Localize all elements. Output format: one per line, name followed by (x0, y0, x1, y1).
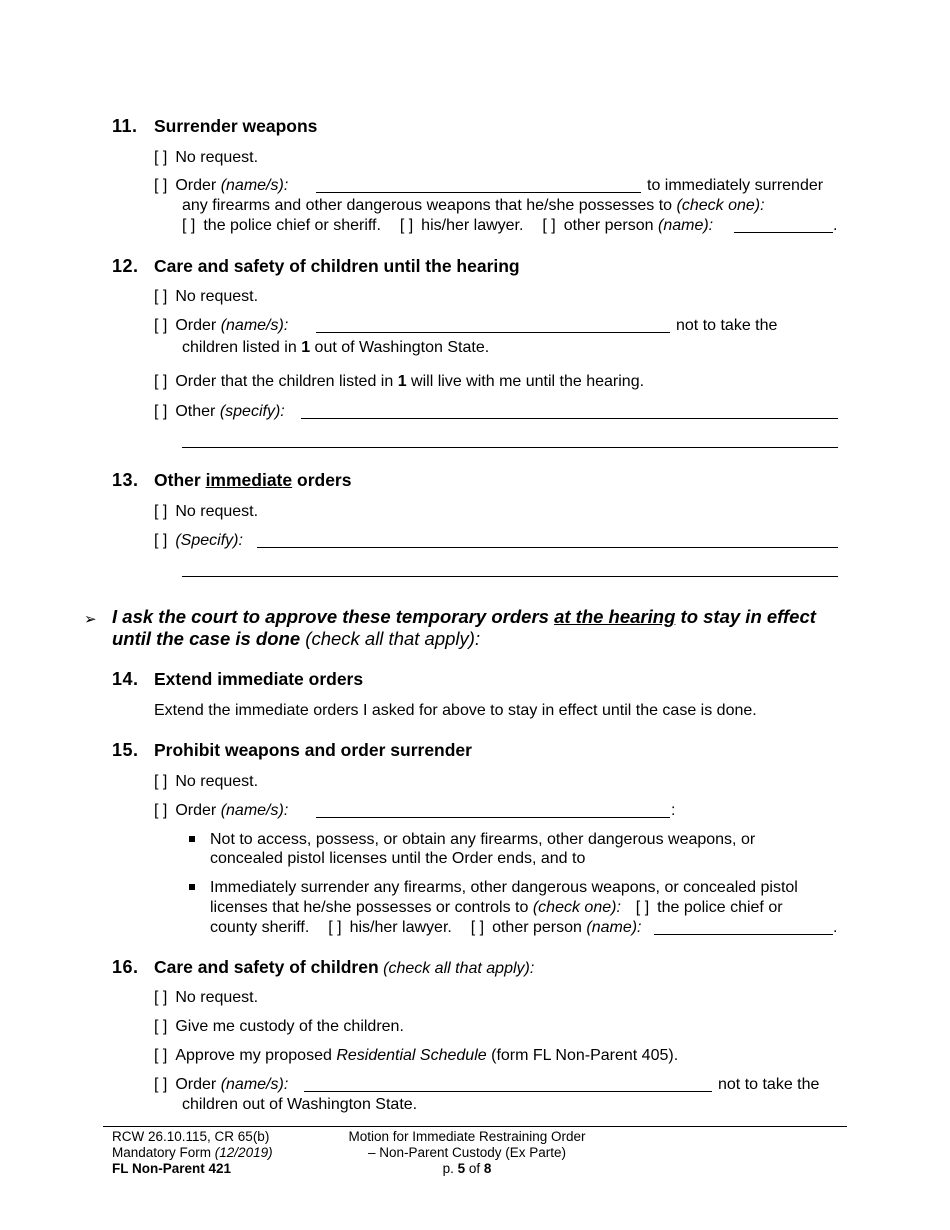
s12-live-row (154, 372, 644, 392)
s15-order-row (154, 801, 288, 821)
s15-bullet2-line3 (210, 918, 642, 938)
s12-ref-1: 1 (301, 339, 311, 356)
s12-no-request-row (154, 287, 258, 307)
s13-no-request-label: No request. (175, 503, 259, 520)
footer-mandatory-label: Mandatory Form (112, 1145, 212, 1160)
s12-order-tail: not to take the (676, 317, 778, 334)
s15-bullet1-line2: concealed pistol licenses until the Order ends, and to (210, 850, 586, 867)
section-16-number: 16. (112, 957, 139, 977)
s16-no-request-checkbox[interactable]: [ ] (154, 989, 168, 1006)
s11-names-blank[interactable] (316, 192, 641, 193)
s12-names-blank[interactable] (316, 332, 670, 333)
s11-other-name-blank[interactable] (734, 232, 833, 233)
s15-order-label: Order (175, 802, 217, 819)
s14-body: Extend the immediate orders I asked for above to stay in effect until the case is done. (154, 702, 757, 719)
arrow-bullet-icon: ➢ (84, 611, 97, 628)
s13-specify-blank-2[interactable] (182, 576, 838, 577)
s16-approve-i: Residential Schedule (336, 1047, 487, 1064)
s15-name-label: (name): (586, 919, 642, 936)
s12-specify-label: (specify): (219, 403, 285, 420)
section-16-title: Care and safety of children (154, 957, 379, 977)
s11-police-checkbox[interactable]: [ ] (182, 217, 196, 234)
s11-other-label: other person (563, 217, 654, 234)
s15-police-label-a: the police chief or (657, 899, 783, 916)
ask-line-2 (112, 629, 480, 649)
ask-part1: I ask the court to approve these temporary orders (112, 606, 549, 627)
s15-order-checkbox[interactable]: [ ] (154, 802, 168, 819)
s15-no-request-row (154, 772, 258, 792)
s16-title-note: (check all that apply): (383, 960, 535, 977)
s15-other-checkbox[interactable]: [ ] (470, 919, 485, 936)
footer-rcw: RCW 26.10.115, CR 65(b) (112, 1129, 270, 1144)
s15-no-request-checkbox[interactable]: [ ] (154, 773, 168, 790)
footer-divider (103, 1126, 847, 1127)
s13-title-a: Other (154, 470, 201, 490)
ask-line-1 (112, 607, 816, 627)
s15-police-checkbox[interactable]: [ ] (635, 899, 650, 916)
s16-line2: children out of Washington State. (182, 1096, 418, 1113)
s15-other-label: other person (492, 919, 582, 936)
s11-lawyer-label: his/her lawyer. (421, 217, 524, 234)
s12-order-row (154, 316, 288, 336)
footer-form-id: FL Non-Parent 421 (112, 1161, 232, 1176)
bullet-square-icon (189, 836, 195, 842)
footer-title-1: Motion for Immediate Restraining Order (348, 1129, 586, 1144)
s12-line2 (182, 338, 489, 358)
s12-specify-blank-1[interactable] (301, 418, 838, 419)
s15-bullet1-line1: Not to access, possess, or obtain any firearms, other dangerous weapons, or (210, 831, 756, 848)
s13-no-request-checkbox[interactable]: [ ] (154, 503, 168, 520)
s11-name-label: (name): (657, 217, 714, 234)
footer-page-of: of (468, 1161, 481, 1176)
s12-order-checkbox[interactable]: [ ] (154, 317, 168, 334)
s12-other-label: Other (175, 403, 216, 420)
s15-names-label: (name/s): (220, 802, 289, 819)
s16-no-request-row (154, 988, 258, 1008)
footer-page-num: 5 (457, 1161, 466, 1176)
s11-no-request-checkbox[interactable]: [ ] (154, 149, 168, 166)
s16-approve-checkbox[interactable]: [ ] (154, 1047, 168, 1064)
s15-lawyer-checkbox[interactable]: [ ] (328, 919, 342, 936)
section-13-number: 13. (112, 470, 139, 490)
s15-check-one: (check one): (532, 899, 621, 916)
s12-line2-b: out of Washington State. (314, 339, 490, 356)
s15-colon: : (671, 802, 676, 819)
s16-no-request-label: No request. (175, 989, 259, 1006)
section-14-number: 14. (112, 669, 139, 689)
s12-other-checkbox[interactable]: [ ] (154, 403, 168, 420)
s16-names-label: (name/s): (220, 1076, 289, 1093)
s11-period: . (833, 217, 838, 234)
s16-custody-row (154, 1017, 404, 1037)
s11-check-one: (check one): (676, 197, 765, 214)
s13-title-u: immediate (205, 470, 293, 490)
s11-line2-text: any firearms and other dangerous weapons that he/she possesses to (182, 197, 673, 214)
s15-period: . (833, 919, 838, 936)
ask-part3: until the case is done (112, 628, 301, 649)
footer-mandatory-date: (12/2019) (214, 1145, 273, 1160)
s12-live-b: will live with me until the hearing. (411, 373, 645, 390)
s15-no-request-label: No request. (175, 773, 259, 790)
section-11-number: 11. (112, 116, 138, 136)
s12-no-request-checkbox[interactable]: [ ] (154, 288, 168, 305)
s11-line2 (182, 196, 765, 216)
s11-order-label: Order (175, 177, 217, 194)
s11-police-label: the police chief or sheriff. (203, 217, 381, 234)
s12-order-label: Order (175, 317, 217, 334)
s13-specify-row (154, 531, 243, 551)
footer-title-2: – Non-Parent Custody (Ex Parte) (367, 1145, 567, 1160)
footer-mandatory (112, 1145, 273, 1161)
s12-no-request-label: No request. (175, 288, 259, 305)
section-12-title: Care and safety of children until the hearing (154, 256, 520, 276)
s15-lawyer-label: his/her lawyer. (349, 919, 452, 936)
s13-specify-blank-1[interactable] (257, 547, 838, 548)
s16-order-row (154, 1075, 288, 1095)
section-11-title: Surrender weapons (154, 116, 318, 136)
s16-approve-a: Approve my proposed (175, 1047, 332, 1064)
s11-no-request-row (154, 148, 258, 168)
s16-order-checkbox[interactable]: [ ] (154, 1076, 168, 1093)
s11-lawyer-checkbox[interactable]: [ ] (399, 217, 414, 234)
section-12-number: 12. (112, 256, 139, 276)
footer-page-total: 8 (483, 1161, 492, 1176)
bullet-square-icon (189, 884, 195, 890)
s12-specify-blank-2[interactable] (182, 447, 838, 448)
footer-page-number (343, 1161, 591, 1177)
s12-live-ref: 1 (397, 373, 407, 390)
s11-options-row (182, 216, 713, 236)
s16-names-blank[interactable] (304, 1091, 712, 1092)
section-14-title: Extend immediate orders (154, 669, 364, 689)
s15-bullet2-line1: Immediately surrender any firearms, other dangerous weapons, or concealed pistol (210, 879, 798, 896)
s11-order-row (154, 176, 288, 196)
s16-custody-checkbox[interactable]: [ ] (154, 1018, 168, 1035)
s13-specify-checkbox[interactable]: [ ] (154, 532, 168, 549)
section-15-title: Prohibit weapons and order surrender (154, 740, 472, 760)
s16-order-label: Order (175, 1076, 217, 1093)
s16-order-tail: not to take the (718, 1076, 820, 1093)
s11-order-checkbox[interactable]: [ ] (154, 177, 168, 194)
footer-page-prefix: p. (442, 1161, 454, 1176)
s11-no-request-label: No request. (175, 149, 259, 166)
s12-live-checkbox[interactable]: [ ] (154, 373, 168, 390)
s15-names-blank[interactable] (316, 817, 670, 818)
ask-part-u: at the hearing (554, 606, 676, 627)
ask-part2: to stay in effect (680, 606, 816, 627)
s16-approve-row (154, 1046, 678, 1066)
s12-line2-a: children listed in (182, 339, 297, 356)
s16-custody-label: Give me custody of the children. (175, 1018, 404, 1035)
s11-order-tail: to immediately surrender (647, 177, 824, 194)
s13-specify-label: (Specify): (175, 532, 243, 549)
section-13-title (154, 470, 351, 490)
s13-title-b: orders (297, 470, 352, 490)
s12-live-a: Order that the children listed in (175, 373, 394, 390)
ask-part4: (check all that apply): (305, 628, 481, 649)
s12-other-row (154, 402, 285, 422)
section-15-number: 15. (112, 740, 139, 760)
s15-police-label-b: county sheriff. (210, 919, 310, 936)
s15-other-name-blank[interactable] (654, 934, 833, 935)
s15-bullet2-line2 (210, 898, 783, 918)
s11-names-label: (name/s): (220, 177, 289, 194)
s11-other-checkbox[interactable]: [ ] (542, 217, 556, 234)
s16-approve-b: (form FL Non-Parent 405). (491, 1047, 679, 1064)
s15-bullet2-line2a: licenses that he/she possesses or controls to (210, 899, 529, 916)
s12-names-label: (name/s): (220, 317, 289, 334)
s13-no-request-row (154, 502, 258, 522)
section-16-title-row (154, 957, 534, 979)
